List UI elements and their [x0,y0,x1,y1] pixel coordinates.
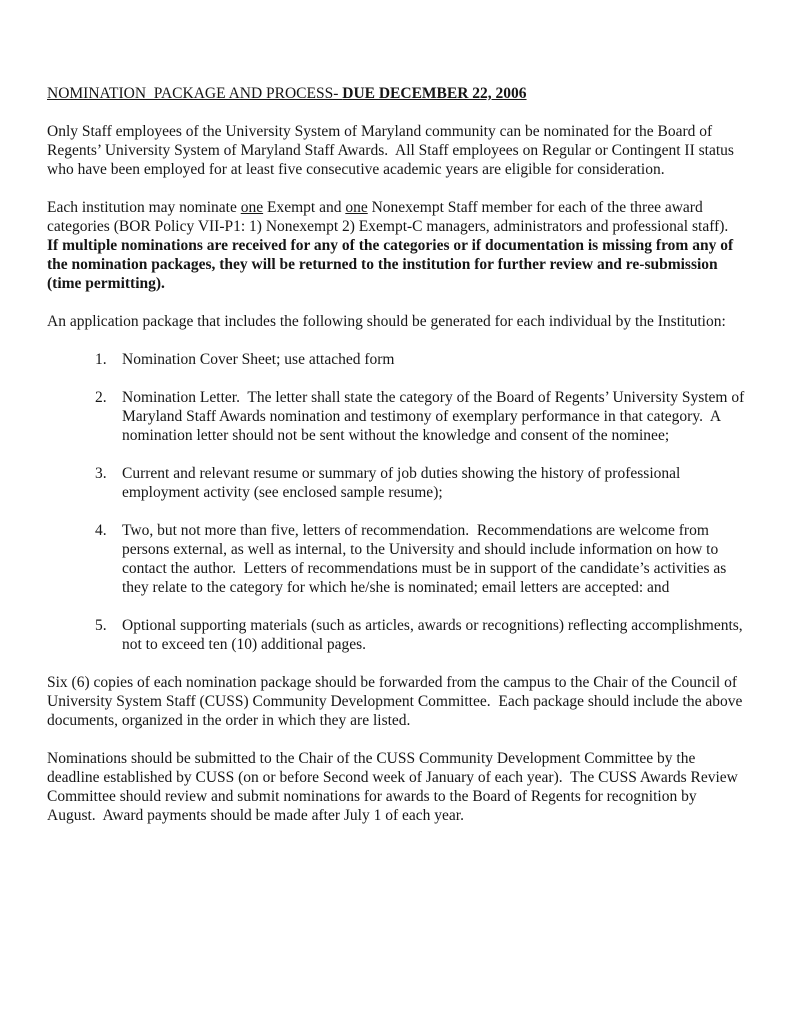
paragraph-copies: Six (6) copies of each nomination package should be forwarded from the campus to the Chair of the Council of University System Staff (CUSS) Community Development Committee. Each package should include the above documents, organized in the order in which they are listed. [47,674,747,729]
list-item-text: Nomination Letter. The letter shall state the category of the Board of Regents’ University System of Maryland Staff Awards nomination and testimony of exemplary performance in that category. A nomination letter should not be sent without the knowledge and consent of the nominee; [122,389,749,444]
categories-text-1: Each institution may nominate [47,199,241,216]
document-title [47,84,746,103]
paragraph-application-intro: An application package that includes the following should be generated for each individual by the Institution: [47,313,726,330]
list-item-text: Nomination Cover Sheet; use attached form [122,351,395,368]
list-item-text: Optional supporting materials (such as articles, awards or recognitions) reflecting accomplishments, not to exceed ten (10) additional pages. [122,617,747,653]
categories-underlined-one-2: one [345,199,368,216]
list-item-text: Current and relevant resume or summary of job duties showing the history of professional employment activity (see enclosed sample resume); [122,465,685,501]
list-item [47,388,749,445]
list-item [47,464,746,502]
list-item [47,521,746,597]
list-item [47,616,746,654]
list-item [47,350,746,369]
list-item-number: 4. [95,522,107,539]
title-text: NOMINATION PACKAGE AND PROCESS- [47,85,343,102]
title-due-date: DUE DECEMBER 22, 2006 [342,85,527,102]
categories-text-3: Nonexempt Staff member for each of the three award categories (BOR Policy VII-P1: 1) Nonexempt 2) Exempt-C managers, administrators and professional staff). [47,199,737,235]
paragraph-categories [47,198,746,293]
document-page [47,84,749,844]
list-item-number: 2. [95,389,107,406]
paragraph-eligibility: Only Staff employees of the University System of Maryland community can be nominated for the Board of Regents’ University System of Maryland Staff Awards. All Staff employees on Regular or Contingent II status who have been employed for at least five consecutive academic years are eligible for consideration. [47,123,738,178]
nomination-requirements-list [47,350,749,654]
list-item-number: 3. [95,465,107,482]
paragraph-submission: Nominations should be submitted to the Chair of the CUSS Community Development Committee by the deadline established by CUSS (on or before Second week of January of each year). The CUSS Awards Review Committee should review and submit nominations for awards to the Board of Regents for recognition by August. Award payments should be made after July 1 of each year. [47,750,742,824]
list-item-number: 1. [95,351,107,368]
categories-underlined-one-1: one [240,199,264,216]
categories-text-2: Exempt and [263,199,346,216]
categories-bold-warning: If multiple nominations are received for any of the categories or if documentation is missing from any of the nomination packages, they will be returned to the institution for further review and re-submission (time permitting). [47,237,737,292]
list-item-text: Two, but not more than five, letters of recommendation. Recommendations are welcome from persons external, as well as internal, to the University and should include information on how to contact the author. Letters of recommendations must be in support of the candidate’s activities as they relate to the category for which he/she is nominated; email letters are accepted: and [122,522,731,596]
list-item-number: 5. [95,617,107,634]
